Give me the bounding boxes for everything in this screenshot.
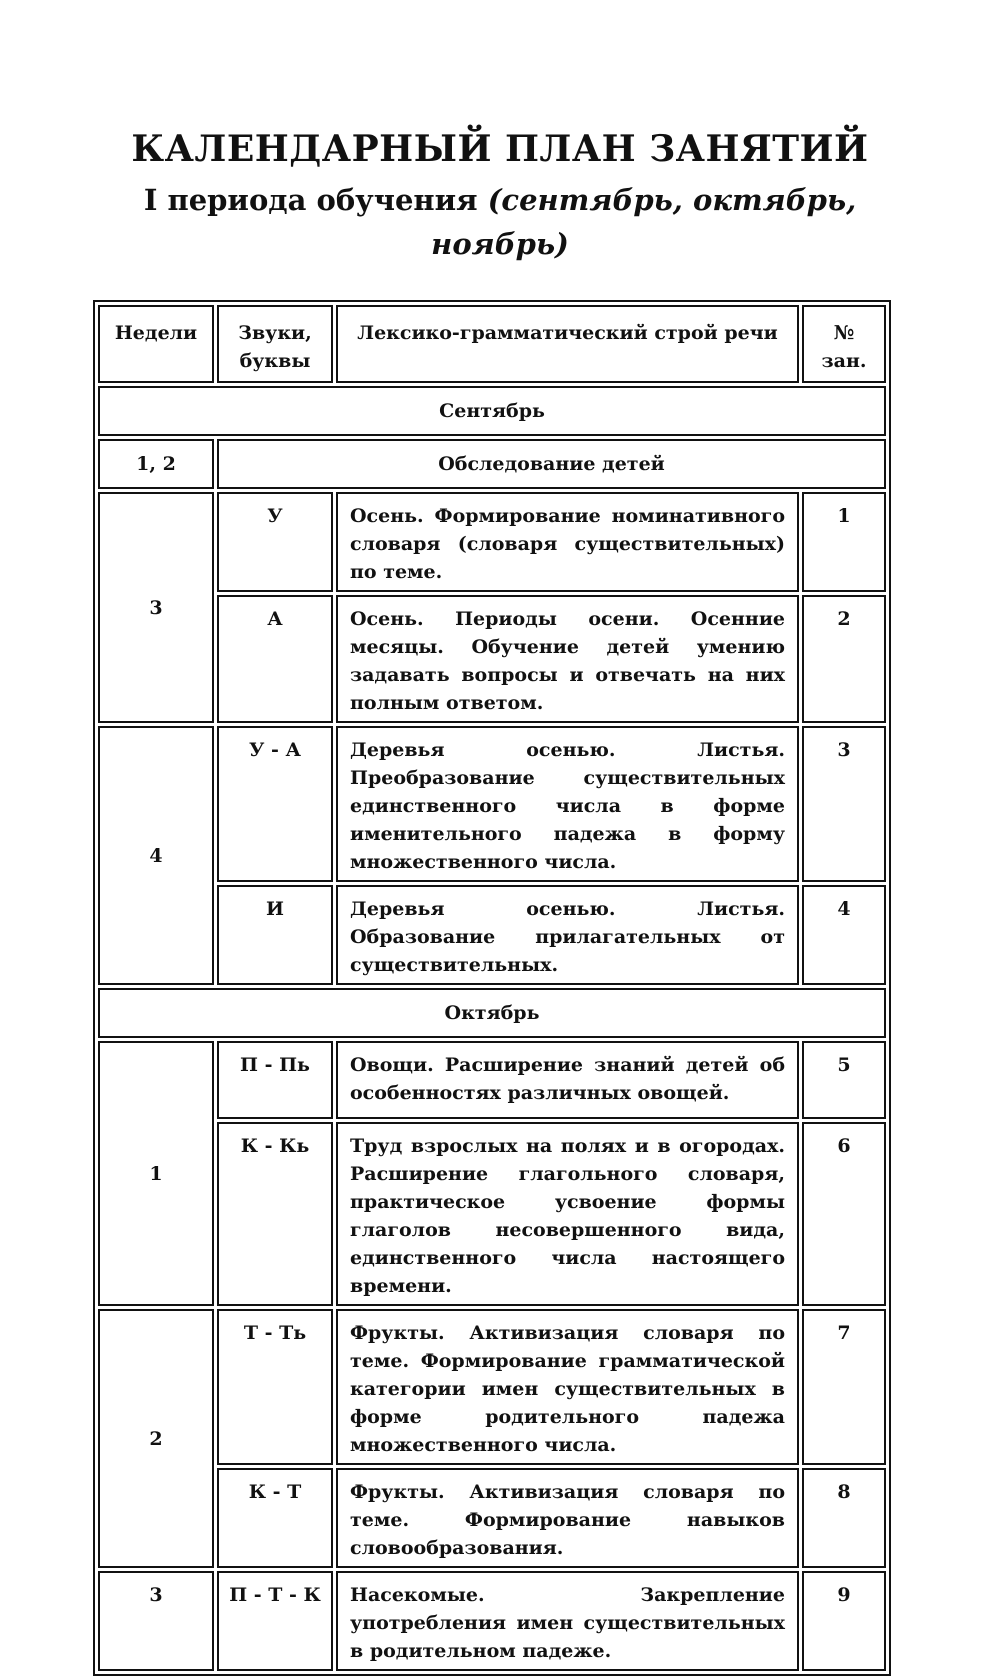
topic-cell: Осень. Периоды осени. Осенние месяцы. Обучение детей умению задавать вопросы и отвечать на них полным ответом.: [336, 595, 799, 723]
lesson-number: 9: [802, 1571, 886, 1671]
table-row: [98, 726, 886, 882]
topic-cell: Деревья осенью. Листья. Образование прилагательных от существительных.: [336, 885, 799, 985]
table-row: [98, 1309, 886, 1465]
sound-cell: П - Пь: [217, 1041, 333, 1119]
exam-weeks: 1, 2: [98, 439, 214, 489]
week-cell: 1: [98, 1041, 214, 1306]
table-row: [98, 1468, 886, 1568]
month-october: Октябрь: [98, 988, 886, 1038]
exam-row: [98, 439, 886, 489]
page-subtitle: [0, 178, 1000, 266]
lesson-number: 3: [802, 726, 886, 882]
sound-cell: У: [217, 492, 333, 592]
topic-cell: Овощи. Расширение знаний детей об особенностях различных овощей.: [336, 1041, 799, 1119]
header-sounds: Звуки, буквы: [217, 305, 333, 383]
lesson-number: 4: [802, 885, 886, 985]
topic-cell: Осень. Формирование номинативного словаря (словаря существительных) по теме.: [336, 492, 799, 592]
lesson-number: 6: [802, 1122, 886, 1306]
sound-cell: П - Т - К: [217, 1571, 333, 1671]
lesson-number: 7: [802, 1309, 886, 1465]
topic-cell: Деревья осенью. Листья. Преобразование существительных единственного числа в форме именительного падежа в форму множественного числа.: [336, 726, 799, 882]
exam-text: Обследование детей: [217, 439, 886, 489]
table-row: [98, 885, 886, 985]
sound-cell: И: [217, 885, 333, 985]
calendar-plan-table: [93, 300, 891, 1676]
page-title: КАЛЕНДАРНЫЙ ПЛАН ЗАНЯТИЙ: [131, 128, 869, 170]
subtitle-months: (сентябрь, октябрь,: [487, 183, 857, 217]
sound-cell: К - Кь: [217, 1122, 333, 1306]
lesson-number: 8: [802, 1468, 886, 1568]
week-cell: 3: [98, 492, 214, 723]
table-header-row: [98, 305, 886, 383]
month-row: [98, 988, 886, 1038]
week-cell: 3: [98, 1571, 214, 1671]
table-row: [98, 1122, 886, 1306]
sound-cell: К - Т: [217, 1468, 333, 1568]
month-row: [98, 386, 886, 436]
table-row: [98, 492, 886, 592]
sound-cell: У - А: [217, 726, 333, 882]
subtitle-period: I периода обучения: [143, 183, 478, 217]
topic-cell: Насекомые. Закрепление употребления имен существительных в родительном падеже.: [336, 1571, 799, 1671]
lesson-number: 1: [802, 492, 886, 592]
header-lesson-number: № зан.: [802, 305, 886, 383]
week-cell: 2: [98, 1309, 214, 1568]
week-cell: 4: [98, 726, 214, 985]
topic-cell: Труд взрослых на полях и в огородах. Расширение глагольного словаря, практическое усвоение формы глаголов несовершенного вида, единственного числа настоящего времени.: [336, 1122, 799, 1306]
subtitle-months-cont: ноябрь): [431, 227, 569, 261]
table-row: [98, 1571, 886, 1671]
sound-cell: А: [217, 595, 333, 723]
table-row: [98, 595, 886, 723]
header-weeks: Недели: [98, 305, 214, 383]
month-september: Сентябрь: [98, 386, 886, 436]
table-row: [98, 1041, 886, 1119]
lesson-number: 2: [802, 595, 886, 723]
topic-cell: Фрукты. Активизация словаря по теме. Формирование навыков словообразования.: [336, 1468, 799, 1568]
header-grammar: Лексико-грамматический строй речи: [336, 305, 799, 383]
topic-cell: Фрукты. Активизация словаря по теме. Формирование грамматической категории имен существительных в форме родительного падежа множественного числа.: [336, 1309, 799, 1465]
sound-cell: Т - Ть: [217, 1309, 333, 1465]
lesson-number: 5: [802, 1041, 886, 1119]
